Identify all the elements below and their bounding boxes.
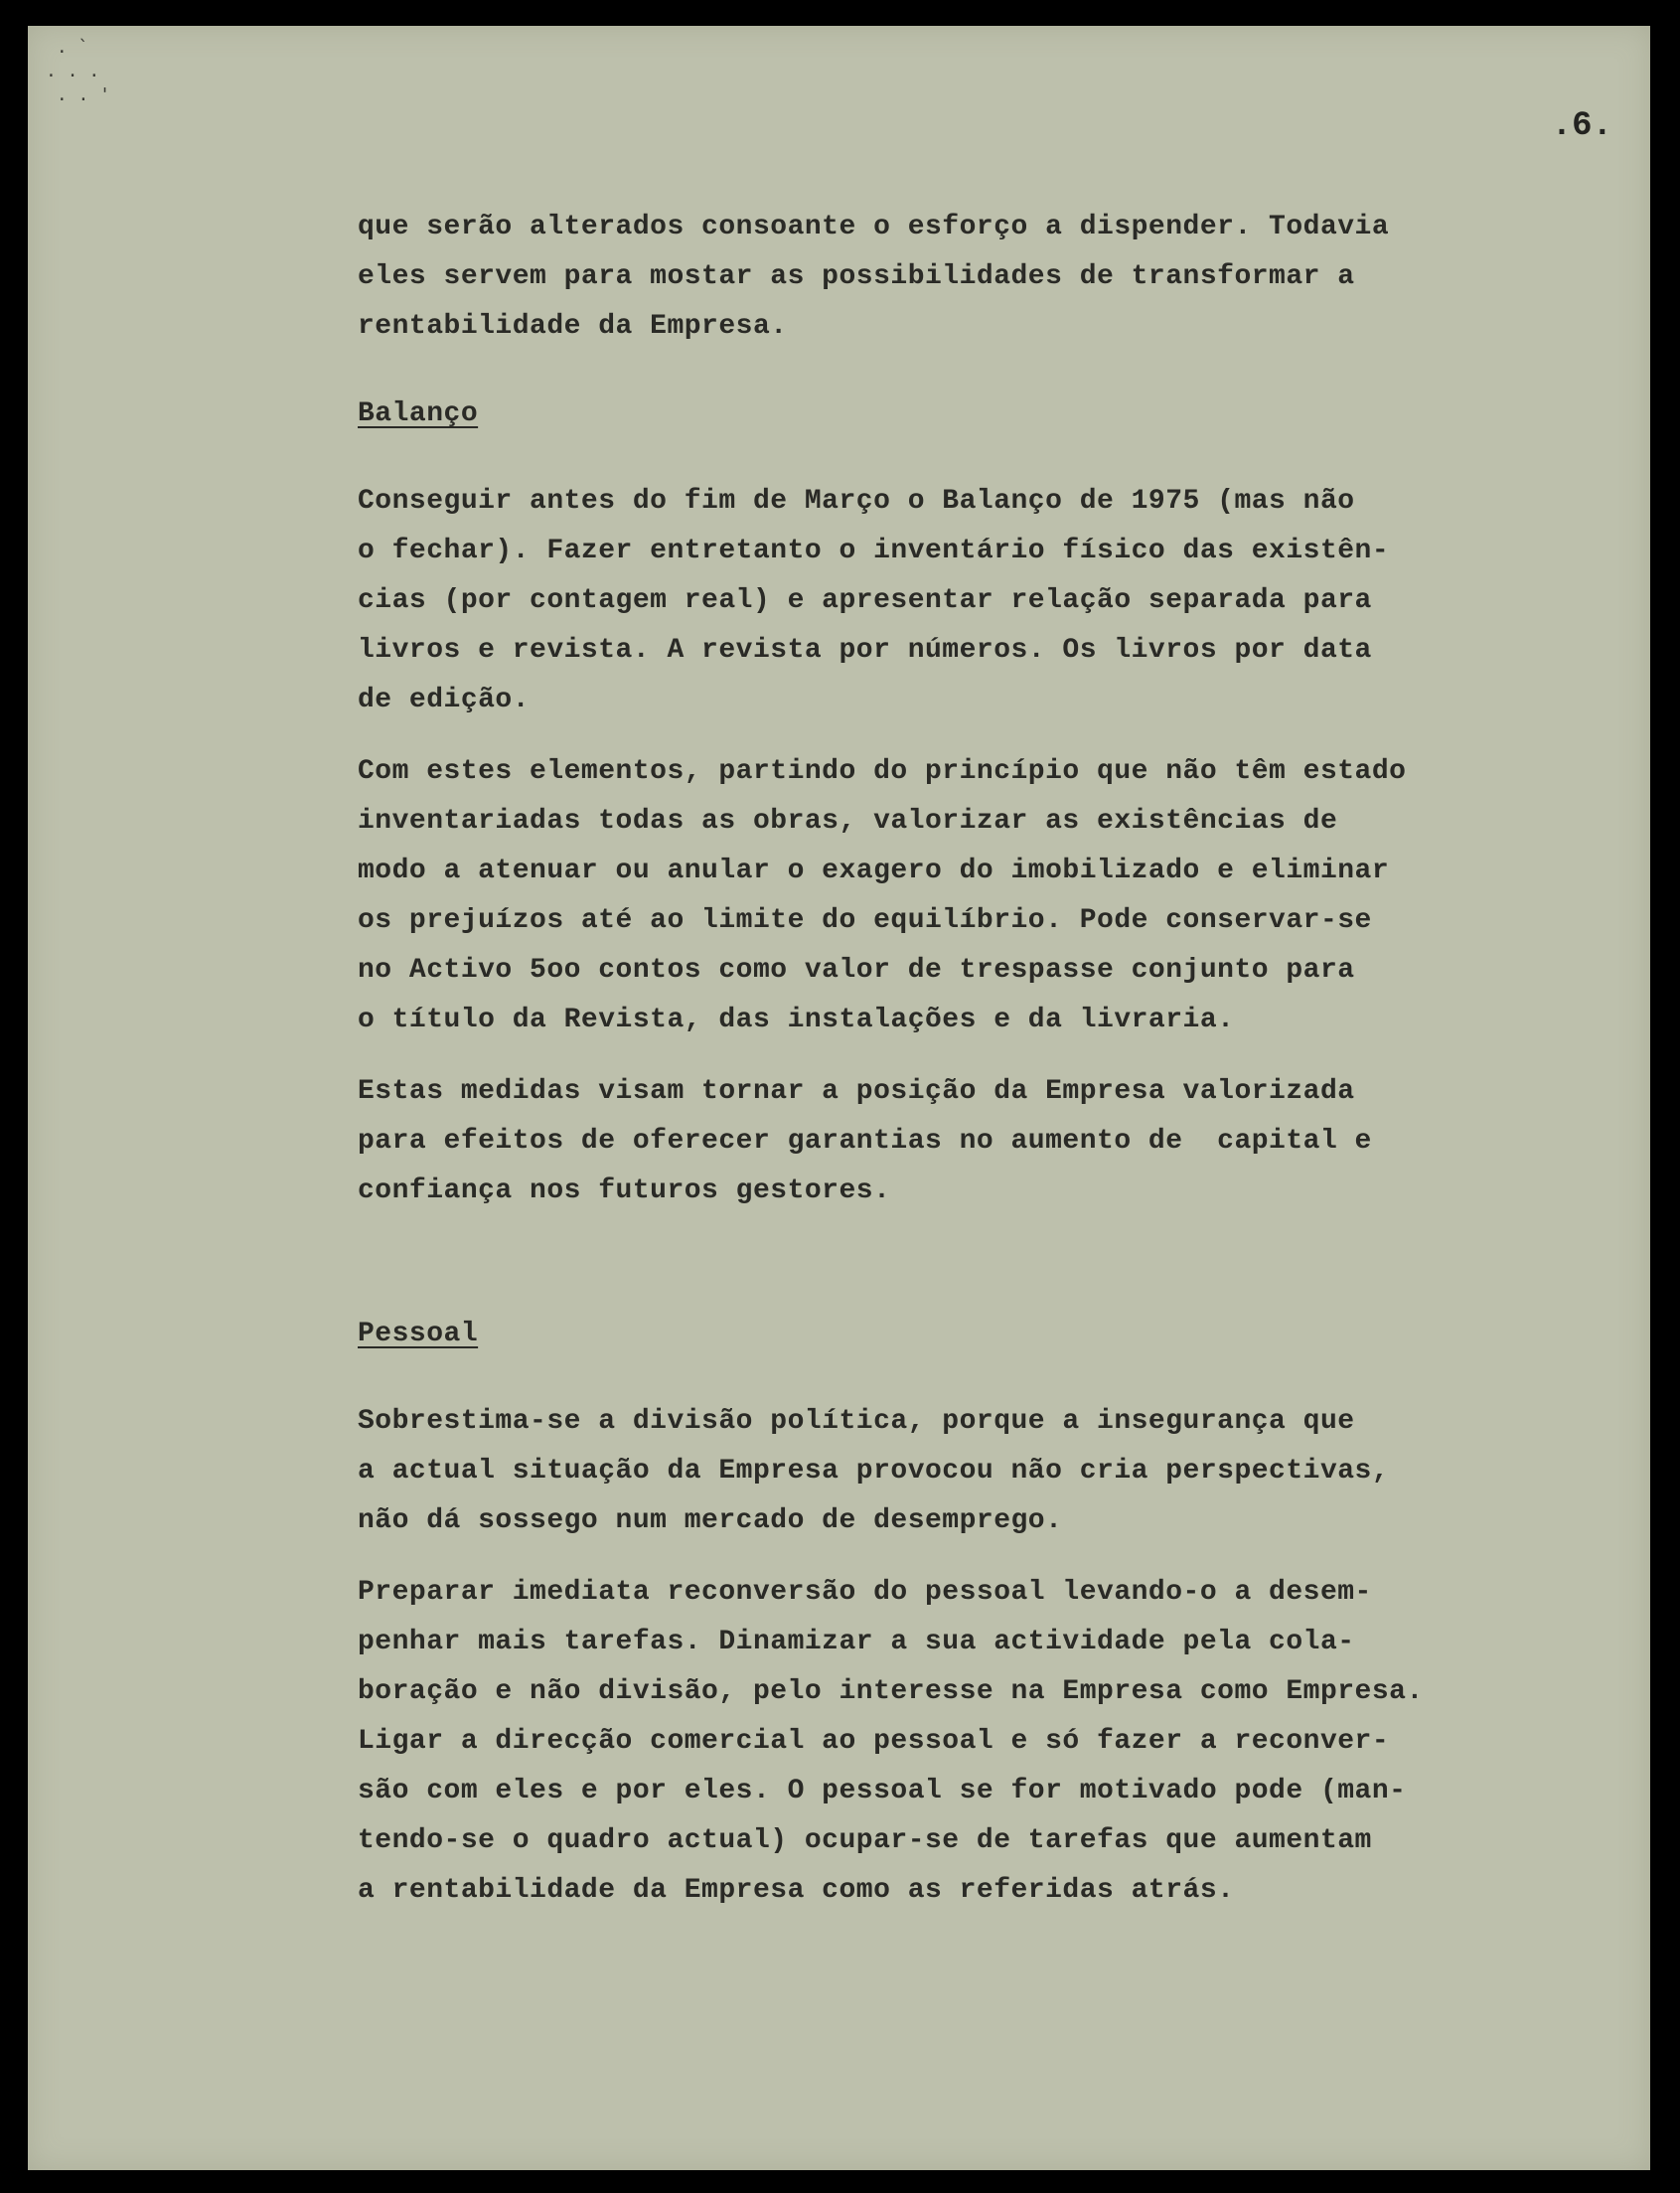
text-line: Ligar a direcção comercial ao pessoal e só fazer a reconver- — [358, 1726, 1390, 1757]
paragraph — [358, 1397, 1649, 1546]
corner-marks: . ` . . . . . ' — [46, 37, 111, 105]
text-line: Sobrestima-se a divisão política, porque a insegurança que — [358, 1406, 1355, 1437]
text-line: penhar mais tarefas. Dinamizar a sua actividade pela cola- — [358, 1627, 1355, 1657]
document-page — [28, 26, 1650, 2170]
text-line: o título da Revista, das instalações e da livraria. — [358, 1005, 1235, 1035]
text-line: a rentabilidade da Empresa como as referidas atrás. — [358, 1875, 1235, 1906]
text-line: confiança nos futuros gestores. — [358, 1175, 891, 1206]
section-balanco — [358, 390, 1649, 1216]
text-line: cias (por contagem real) e apresentar relação separada para — [358, 585, 1372, 616]
text-line: Com estes elementos, partindo do princípio que não têm estado — [358, 756, 1407, 787]
paragraph — [358, 1568, 1649, 1916]
section-pessoal — [358, 1310, 1649, 1916]
section-heading: Balanço — [358, 398, 479, 429]
text-line: tendo-se o quadro actual) ocupar-se de tarefas que aumentam — [358, 1825, 1372, 1856]
text-line: inventariadas todas as obras, valorizar as existências de — [358, 806, 1338, 837]
text-line: são com eles e por eles. O pessoal se for motivado pode (man- — [358, 1776, 1407, 1806]
text-line: que serão alterados consoante o esforço a dispender. Todavia — [358, 212, 1390, 242]
intro-paragraph — [358, 203, 1649, 352]
text-line: para efeitos de oferecer garantias no aumento de capital e — [358, 1126, 1372, 1157]
document-body — [358, 203, 1649, 1916]
page-number: .6. — [1551, 107, 1612, 145]
text-line: Estas medidas visam tornar a posição da Empresa valorizada — [358, 1076, 1355, 1107]
text-line: o fechar). Fazer entretanto o inventário físico das existên- — [358, 536, 1390, 566]
paragraph — [358, 1067, 1649, 1216]
section-heading: Pessoal — [358, 1319, 479, 1349]
paragraph — [358, 747, 1649, 1045]
text-line: eles servem para mostar as possibilidades de transformar a — [358, 261, 1355, 292]
paragraph — [358, 477, 1649, 725]
text-line: os prejuízos até ao limite do equilíbrio. Pode conservar-se — [358, 905, 1372, 936]
text-line: Preparar imediata reconversão do pessoal levando-o a desem- — [358, 1577, 1372, 1608]
text-line: livros e revista. A revista por números. Os livros por data — [358, 635, 1372, 666]
text-line: a actual situação da Empresa provocou não cria perspectivas, — [358, 1456, 1390, 1487]
text-line: modo a atenuar ou anular o exagero do imobilizado e eliminar — [358, 856, 1390, 886]
text-line: no Activo 5oo contos como valor de trespasse conjunto para — [358, 955, 1355, 986]
text-line: Conseguir antes do fim de Março o Balanço de 1975 (mas não — [358, 486, 1355, 517]
text-line: boração e não divisão, pelo interesse na Empresa como Empresa. — [358, 1676, 1424, 1707]
text-line: não dá sossego num mercado de desemprego. — [358, 1505, 1063, 1536]
text-line: de edição. — [358, 685, 531, 715]
text-line: rentabilidade da Empresa. — [358, 311, 788, 342]
